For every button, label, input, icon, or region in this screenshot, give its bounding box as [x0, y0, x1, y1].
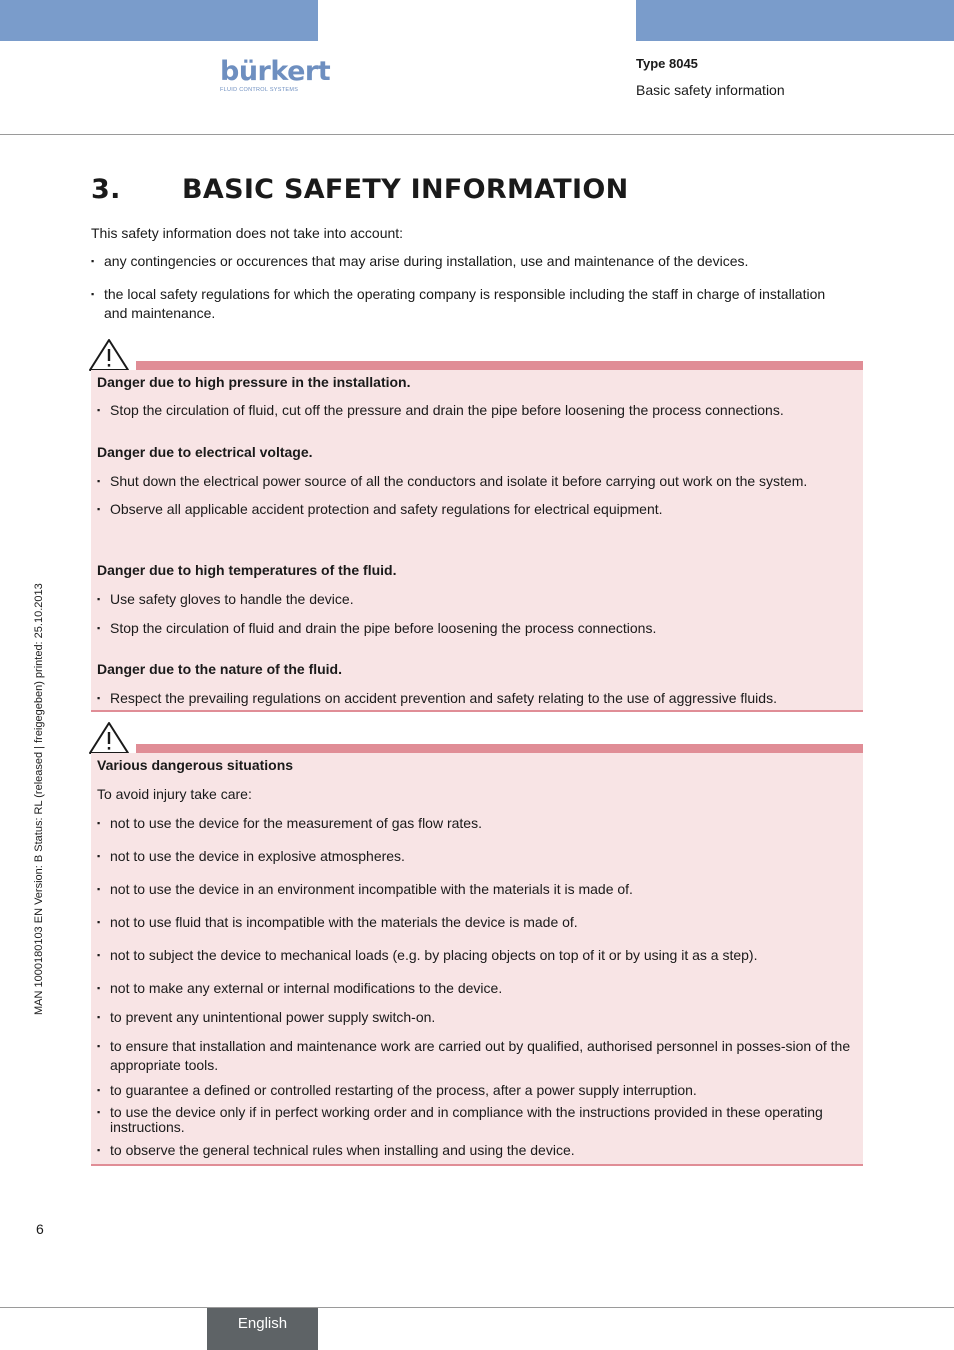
list-item: ▪ not to make any external or internal modifications to the device. [97, 979, 857, 998]
warning-lead: To avoid injury take care: [97, 786, 252, 802]
intro-section [91, 225, 826, 321]
page-number: 6 [36, 1221, 44, 1237]
warning-triangle-icon [88, 338, 130, 372]
header-bar-right [636, 0, 954, 41]
list-item: ▪ to prevent any unintentional power supply switch-on. [97, 1008, 857, 1027]
intro-list [91, 252, 831, 323]
list-item: ▪ to ensure that installation and maintenance work are carried out by qualified, authorised personnel in posses-sion of the appropriate tools. [97, 1037, 857, 1075]
list-item: ▪ Observe all applicable accident protection and safety regulations for electrical equipment. [97, 500, 827, 519]
intro-text: This safety information does not take into account: [91, 225, 404, 241]
list-item: ▪ the local safety regulations for which the operating company is responsible including the staff in charge of installation and maintenance. [91, 285, 831, 323]
header-divider [0, 134, 954, 135]
footer-divider [0, 1307, 954, 1308]
warning-triangle-icon [88, 721, 130, 755]
warning-heading: Danger due to electrical voltage. [97, 444, 313, 460]
list-item: ▪ not to use the device in explosive atmospheres. [97, 847, 857, 866]
warning-heading: Danger due to high pressure in the installation. [97, 374, 411, 390]
list-item: ▪ to guarantee a defined or controlled restarting of the process, after a power supply interruption. [97, 1081, 857, 1100]
warning-bar [136, 744, 863, 753]
language-tab: English [207, 1308, 318, 1350]
list-item: ▪ to use the device only if in perfect working order and in compliance with the instructions provided in these operating instructions. [97, 1105, 857, 1135]
warning-heading: Danger due to the nature of the fluid. [97, 661, 342, 677]
burkert-logo [220, 56, 331, 96]
warning-box [91, 370, 863, 712]
warning-list [97, 401, 857, 420]
warning-bar [136, 361, 863, 370]
list-item: ▪ Shut down the electrical power source of all the conductors and isolate it before carrying out work on the system. [97, 472, 827, 491]
list-item: ▪ Respect the prevailing regulations on accident prevention and safety relating to the use of aggressive fluids. [97, 689, 857, 708]
list-item: ▪ not to subject the device to mechanical loads (e.g. by placing objects on top of it or by using it as a step). [97, 946, 857, 965]
warning-heading: Various dangerous situations [97, 757, 294, 773]
chapter-heading [91, 174, 629, 205]
list-item: ▪ any contingencies or occurences that may arise during installation, use and maintenance of the devices. [91, 252, 831, 271]
list-item: ▪ not to use the device for the measurement of gas flow rates. [97, 814, 857, 833]
warning-list [97, 472, 827, 519]
document-section: Basic safety information [636, 82, 785, 98]
list-item: ▪ to observe the general technical rules when installing and using the device. [97, 1141, 857, 1160]
warning-heading: Danger due to high temperatures of the fluid. [97, 562, 397, 578]
warning-list [97, 689, 857, 708]
header-bar-left [0, 0, 318, 41]
document-id-sidebar: MAN 1000180103 EN Version: B Status: RL (released | freigegeben) printed: 25.10.2013 [33, 583, 45, 1015]
logo-wordmark: bürkert [220, 56, 331, 87]
list-item: ▪ Stop the circulation of fluid and drain the pipe before loosening the process connections. [97, 619, 857, 638]
document-type: Type 8045 [636, 56, 698, 71]
logo-tagline: FLUID CONTROL SYSTEMS [220, 87, 299, 93]
list-item: ▪ Use safety gloves to handle the device. [97, 590, 857, 609]
list-item: ▪ Stop the circulation of fluid, cut off the pressure and drain the pipe before loosening the process connections. [97, 401, 857, 420]
warning-box [91, 753, 863, 1166]
chapter-title: BASIC SAFETY INFORMATION [182, 174, 629, 205]
chapter-number: 3. [91, 174, 121, 205]
warning-list [97, 814, 857, 1160]
warning-list [97, 590, 857, 638]
list-item: ▪ not to use the device in an environment incompatible with the materials it is made of. [97, 880, 857, 899]
list-item: ▪ not to use fluid that is incompatible with the materials the device is made of. [97, 913, 857, 932]
